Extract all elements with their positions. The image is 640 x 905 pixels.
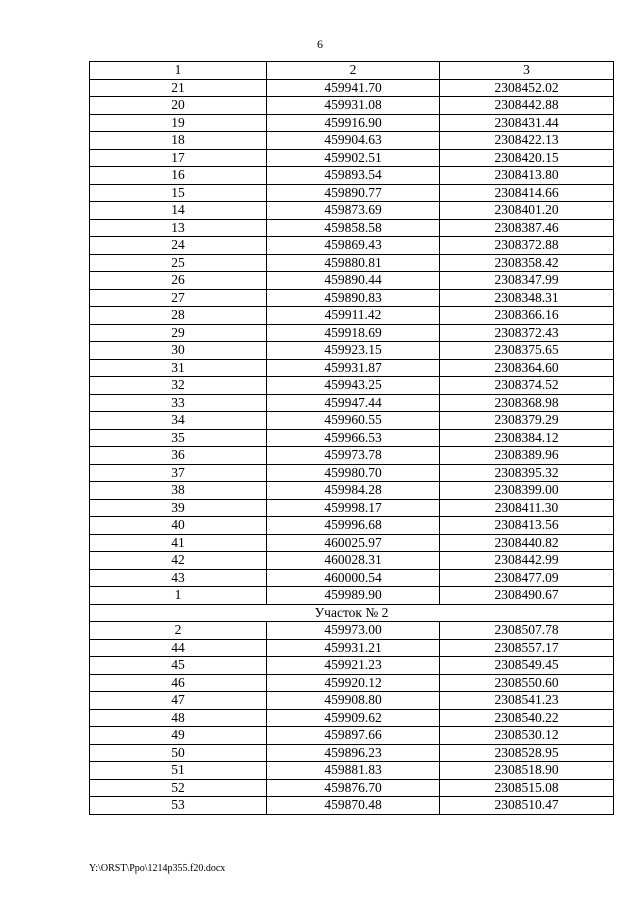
point-number-cell: 16 (90, 167, 267, 185)
y-coordinate-cell: 2308372.88 (440, 237, 614, 255)
x-coordinate-cell: 459966.53 (267, 429, 440, 447)
y-coordinate-cell: 2308413.56 (440, 517, 614, 535)
x-coordinate-cell: 460025.97 (267, 534, 440, 552)
y-coordinate-cell: 2308528.95 (440, 744, 614, 762)
point-number-cell: 40 (90, 517, 267, 535)
y-coordinate-cell: 2308530.12 (440, 727, 614, 745)
table-row (90, 709, 614, 727)
point-number-cell: 49 (90, 727, 267, 745)
table-header-row (90, 62, 614, 80)
y-coordinate-cell: 2308452.02 (440, 79, 614, 97)
point-number-cell: 13 (90, 219, 267, 237)
x-coordinate-cell: 459911.42 (267, 307, 440, 325)
table-row (90, 552, 614, 570)
point-number-cell: 25 (90, 254, 267, 272)
table-row (90, 149, 614, 167)
x-coordinate-cell: 459931.21 (267, 639, 440, 657)
table-row (90, 167, 614, 185)
y-coordinate-cell: 2308348.31 (440, 289, 614, 307)
table-row (90, 587, 614, 605)
table-row (90, 639, 614, 657)
table-row (90, 499, 614, 517)
x-coordinate-cell: 459921.23 (267, 657, 440, 675)
y-coordinate-cell: 2308374.52 (440, 377, 614, 395)
y-coordinate-cell: 2308399.00 (440, 482, 614, 500)
table-row (90, 762, 614, 780)
point-number-cell: 28 (90, 307, 267, 325)
point-number-cell: 20 (90, 97, 267, 115)
x-coordinate-cell: 460000.54 (267, 569, 440, 587)
point-number-cell: 35 (90, 429, 267, 447)
y-coordinate-cell: 2308550.60 (440, 674, 614, 692)
x-coordinate-cell: 459869.43 (267, 237, 440, 255)
point-number-cell: 31 (90, 359, 267, 377)
x-coordinate-cell: 459996.68 (267, 517, 440, 535)
y-coordinate-cell: 2308411.30 (440, 499, 614, 517)
point-number-cell: 45 (90, 657, 267, 675)
table-row (90, 744, 614, 762)
point-number-cell: 38 (90, 482, 267, 500)
table-row (90, 447, 614, 465)
y-coordinate-cell: 2308375.65 (440, 342, 614, 360)
y-coordinate-cell: 2308431.44 (440, 114, 614, 132)
y-coordinate-cell: 2308440.82 (440, 534, 614, 552)
y-coordinate-cell: 2308379.29 (440, 412, 614, 430)
y-coordinate-cell: 2308490.67 (440, 587, 614, 605)
point-number-cell: 47 (90, 692, 267, 710)
y-coordinate-cell: 2308507.78 (440, 622, 614, 640)
table-row (90, 622, 614, 640)
x-coordinate-cell: 459920.12 (267, 674, 440, 692)
point-number-cell: 21 (90, 79, 267, 97)
y-coordinate-cell: 2308364.60 (440, 359, 614, 377)
point-number-cell: 32 (90, 377, 267, 395)
table-row (90, 394, 614, 412)
x-coordinate-cell: 459941.70 (267, 79, 440, 97)
section-row (90, 604, 614, 622)
x-coordinate-cell: 459998.17 (267, 499, 440, 517)
table-row (90, 272, 614, 290)
table-row (90, 674, 614, 692)
x-coordinate-cell: 459973.78 (267, 447, 440, 465)
x-coordinate-cell: 459923.15 (267, 342, 440, 360)
table-row (90, 202, 614, 220)
point-number-cell: 52 (90, 779, 267, 797)
point-number-cell: 2 (90, 622, 267, 640)
table-row (90, 797, 614, 815)
x-coordinate-cell: 460028.31 (267, 552, 440, 570)
x-coordinate-cell: 459943.25 (267, 377, 440, 395)
x-coordinate-cell: 459908.80 (267, 692, 440, 710)
point-number-cell: 15 (90, 184, 267, 202)
x-coordinate-cell: 459902.51 (267, 149, 440, 167)
table-row (90, 727, 614, 745)
x-coordinate-cell: 459858.58 (267, 219, 440, 237)
coordinates-table (89, 61, 614, 815)
y-coordinate-cell: 2308347.99 (440, 272, 614, 290)
x-coordinate-cell: 459973.00 (267, 622, 440, 640)
x-coordinate-cell: 459881.83 (267, 762, 440, 780)
point-number-cell: 39 (90, 499, 267, 517)
x-coordinate-cell: 459896.23 (267, 744, 440, 762)
table-row (90, 429, 614, 447)
y-coordinate-cell: 2308368.98 (440, 394, 614, 412)
y-coordinate-cell: 2308541.23 (440, 692, 614, 710)
table-row (90, 377, 614, 395)
y-coordinate-cell: 2308387.46 (440, 219, 614, 237)
x-coordinate-cell: 459931.08 (267, 97, 440, 115)
table-row (90, 254, 614, 272)
table-row (90, 359, 614, 377)
point-number-cell: 42 (90, 552, 267, 570)
point-number-cell: 19 (90, 114, 267, 132)
y-coordinate-cell: 2308518.90 (440, 762, 614, 780)
x-coordinate-cell: 459980.70 (267, 464, 440, 482)
point-number-cell: 37 (90, 464, 267, 482)
y-coordinate-cell: 2308515.08 (440, 779, 614, 797)
table-row (90, 324, 614, 342)
table-row (90, 237, 614, 255)
table-row (90, 184, 614, 202)
table-row (90, 534, 614, 552)
point-number-cell: 26 (90, 272, 267, 290)
x-coordinate-cell: 459916.90 (267, 114, 440, 132)
x-coordinate-cell: 459918.69 (267, 324, 440, 342)
table-row (90, 464, 614, 482)
x-coordinate-cell: 459870.48 (267, 797, 440, 815)
table-row (90, 289, 614, 307)
point-number-cell: 24 (90, 237, 267, 255)
x-coordinate-cell: 459989.90 (267, 587, 440, 605)
y-coordinate-cell: 2308372.43 (440, 324, 614, 342)
x-coordinate-cell: 459890.83 (267, 289, 440, 307)
x-coordinate-cell: 459960.55 (267, 412, 440, 430)
y-coordinate-cell: 2308395.32 (440, 464, 614, 482)
y-coordinate-cell: 2308389.96 (440, 447, 614, 465)
y-coordinate-cell: 2308442.88 (440, 97, 614, 115)
y-coordinate-cell: 2308358.42 (440, 254, 614, 272)
y-coordinate-cell: 2308384.12 (440, 429, 614, 447)
x-coordinate-cell: 459893.54 (267, 167, 440, 185)
table-row (90, 779, 614, 797)
y-coordinate-cell: 2308557.17 (440, 639, 614, 657)
point-number-cell: 50 (90, 744, 267, 762)
header-cell: 3 (440, 62, 614, 80)
table-row (90, 342, 614, 360)
x-coordinate-cell: 459984.28 (267, 482, 440, 500)
y-coordinate-cell: 2308401.20 (440, 202, 614, 220)
y-coordinate-cell: 2308420.15 (440, 149, 614, 167)
x-coordinate-cell: 459897.66 (267, 727, 440, 745)
point-number-cell: 27 (90, 289, 267, 307)
point-number-cell: 17 (90, 149, 267, 167)
y-coordinate-cell: 2308414.66 (440, 184, 614, 202)
point-number-cell: 43 (90, 569, 267, 587)
table-row (90, 692, 614, 710)
point-number-cell: 14 (90, 202, 267, 220)
point-number-cell: 51 (90, 762, 267, 780)
point-number-cell: 48 (90, 709, 267, 727)
header-cell: 1 (90, 62, 267, 80)
table-row (90, 482, 614, 500)
x-coordinate-cell: 459931.87 (267, 359, 440, 377)
table-row (90, 219, 614, 237)
point-number-cell: 18 (90, 132, 267, 150)
point-number-cell: 29 (90, 324, 267, 342)
page-number: 6 (317, 37, 323, 51)
footer-file-path: Y:\ORST\Ppo\1214p355.f20.docx (89, 863, 226, 874)
table-row (90, 569, 614, 587)
table-row (90, 114, 614, 132)
table-row (90, 307, 614, 325)
y-coordinate-cell: 2308549.45 (440, 657, 614, 675)
x-coordinate-cell: 459876.70 (267, 779, 440, 797)
header-cell: 2 (267, 62, 440, 80)
point-number-cell: 36 (90, 447, 267, 465)
y-coordinate-cell: 2308422.13 (440, 132, 614, 150)
x-coordinate-cell: 459873.69 (267, 202, 440, 220)
x-coordinate-cell: 459909.62 (267, 709, 440, 727)
point-number-cell: 46 (90, 674, 267, 692)
y-coordinate-cell: 2308540.22 (440, 709, 614, 727)
table-row (90, 79, 614, 97)
x-coordinate-cell: 459904.63 (267, 132, 440, 150)
y-coordinate-cell: 2308477.09 (440, 569, 614, 587)
point-number-cell: 53 (90, 797, 267, 815)
y-coordinate-cell: 2308510.47 (440, 797, 614, 815)
table-row (90, 517, 614, 535)
table-row (90, 657, 614, 675)
table-row (90, 132, 614, 150)
table-row (90, 97, 614, 115)
x-coordinate-cell: 459947.44 (267, 394, 440, 412)
x-coordinate-cell: 459880.81 (267, 254, 440, 272)
y-coordinate-cell: 2308442.99 (440, 552, 614, 570)
point-number-cell: 44 (90, 639, 267, 657)
point-number-cell: 33 (90, 394, 267, 412)
point-number-cell: 41 (90, 534, 267, 552)
x-coordinate-cell: 459890.77 (267, 184, 440, 202)
point-number-cell: 34 (90, 412, 267, 430)
y-coordinate-cell: 2308366.16 (440, 307, 614, 325)
x-coordinate-cell: 459890.44 (267, 272, 440, 290)
table-row (90, 412, 614, 430)
point-number-cell: 30 (90, 342, 267, 360)
y-coordinate-cell: 2308413.80 (440, 167, 614, 185)
section-label: Участок № 2 (90, 604, 614, 622)
point-number-cell: 1 (90, 587, 267, 605)
